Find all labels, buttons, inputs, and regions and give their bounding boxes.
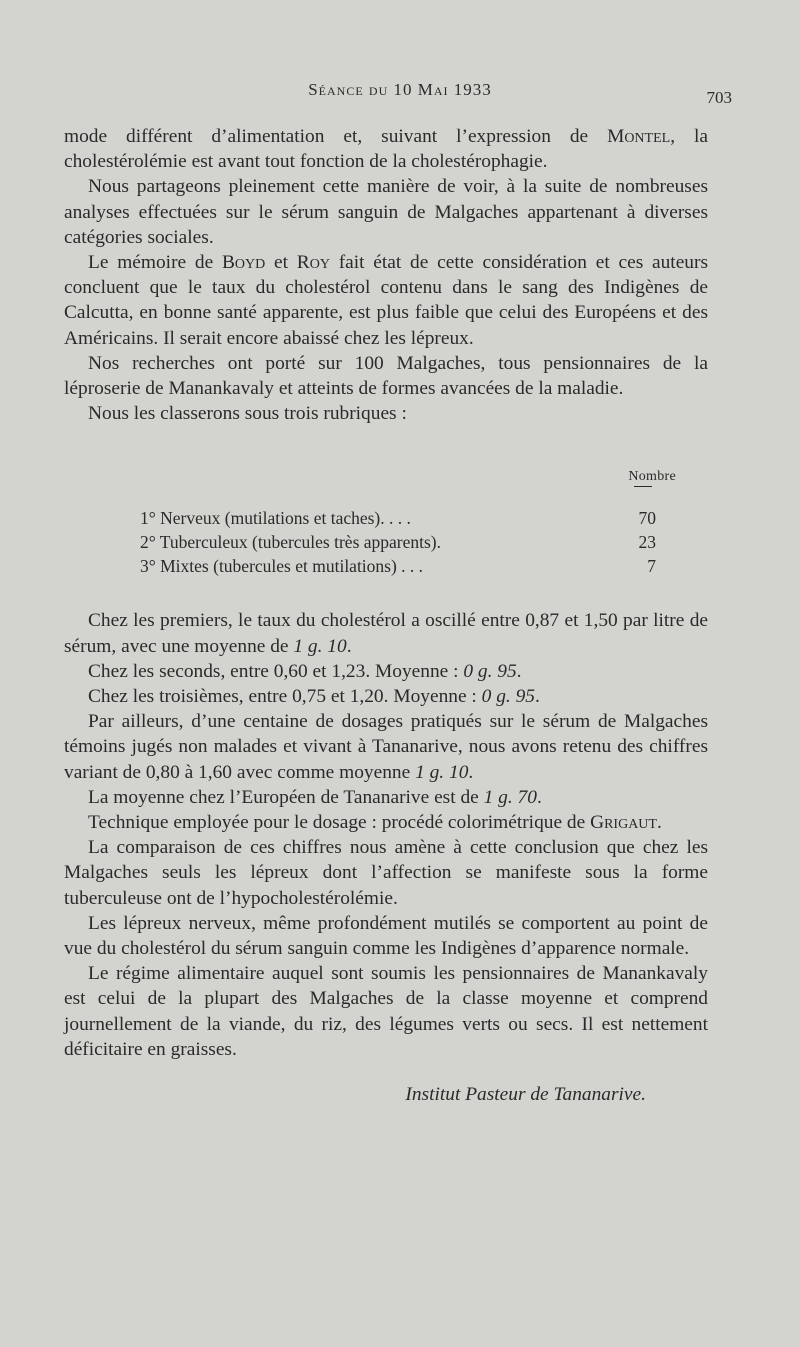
table-row (140, 530, 700, 554)
text: La moyenne chez l’Européen de Tananarive est de (88, 786, 484, 808)
table-row (140, 554, 700, 578)
paragraph-12: La comparaison de ces chiffres nous amène à cette conclusion que chez les Malgaches seuls les lépreux dont l’affection se manifeste sous la forme tuberculeuse ont de l’hypocholestérolémie. (64, 837, 708, 909)
text: Chez les seconds, entre 0,60 et 1,23. Moyenne : (88, 660, 464, 682)
paragraph-9 (64, 709, 708, 785)
text: Chez les troisièmes, entre 0,75 et 1,20. Moyenne : (88, 686, 482, 708)
table-row (140, 506, 700, 530)
page-number: 703 (706, 88, 732, 107)
paragraph-3 (64, 250, 708, 351)
text: . (468, 761, 474, 783)
text: . (516, 660, 522, 682)
classification-table (64, 426, 708, 608)
paragraph-13: Les lépreux nerveux, même profondément mutilés se comportent au point de vue du cholestérol du sérum sanguin comme les Indigènes d’apparence normale. (64, 912, 708, 960)
measured-value: 1 g. 10 (415, 761, 469, 783)
paragraph-6 (64, 608, 708, 658)
author-name: Montel (607, 126, 671, 147)
paragraph-7 (64, 659, 708, 684)
measured-value: 1 g. 70 (483, 786, 537, 808)
author-name: Roy (296, 252, 330, 274)
paragraph-2: Nous partageons pleinement cette manière de voir, à la suite de nombreuses analyses effectuées sur le sérum sanguin de Malgaches appartenant à diverses catégories sociales. (64, 176, 708, 248)
text: Par ailleurs, d’une centaine de dosages pratiqués sur le sérum de Malgaches témoins jugés non malades et vivant à Tananarive, nous avons retenu des chiffres variant de 0,80 à 1,60 avec comme moyenne (64, 711, 708, 783)
running-head (0, 80, 800, 106)
signature: Institut Pasteur de Tananarive. (405, 1084, 646, 1106)
row-value: 7 (647, 556, 656, 577)
row-label: 1° Nerveux (mutilations et taches). . . . (140, 508, 411, 529)
paragraph-14: Le régime alimentaire auquel sont soumis les pensionnaires de Manankavaly est celui de la plupart des Malgaches de la classe moyenne et comprend journellement de la viande, du riz, des légumes verts ou secs. Il est nettement déficitaire en graisses. (64, 963, 708, 1060)
text: , la cholestérolémie est avant tout fonction de la cholestérophagie. (64, 126, 708, 173)
text: . (346, 635, 352, 657)
text: Le mémoire de (88, 252, 222, 274)
paragraph-10 (64, 785, 708, 810)
paragraph-5: Nous les classerons sous trois rubriques : (88, 403, 407, 425)
text: Technique employée pour le dosage : procédé colorimétrique de (88, 812, 591, 834)
body-text (64, 124, 708, 1107)
running-title: Séance du 10 Mai 1933 (308, 80, 492, 99)
author-name: Boyd (221, 252, 266, 274)
measured-value: 0 g. 95 (481, 686, 535, 708)
column-header-rule (634, 486, 652, 487)
row-label: 2° Tuberculeux (tubercules très apparents). (140, 532, 442, 553)
text: mode différent d’alimentation et, suivant l’expression de (64, 126, 608, 147)
paragraph-4: Nos recherches ont porté sur 100 Malgaches, tous pensionnaires de la léproserie de Manankavaly et atteints de formes avancées de la maladie. (64, 352, 708, 400)
author-name: Grigaut (590, 812, 657, 834)
paragraph-1 (64, 124, 708, 174)
text: . (534, 686, 540, 708)
row-label: 3° Mixtes (tubercules et mutilations) . . . (140, 556, 424, 577)
row-value: 70 (638, 508, 656, 529)
measured-value: 0 g. 95 (463, 660, 517, 682)
text: fait état de cette considération et ces auteurs concluent que le taux du cholestérol contenu dans le sang des Indigènes de Calcutta, en bonne santé apparente, est plus faible que celui des Européens et des Américains. Il serait encore abaissé chez les lépreux. (64, 252, 708, 349)
column-header: Nombre (628, 469, 676, 485)
measured-value: 1 g. 10 (293, 635, 347, 657)
paragraph-11 (64, 810, 708, 835)
row-value: 23 (638, 532, 656, 553)
text: et (265, 252, 297, 274)
text: . (656, 812, 662, 834)
text: Chez les premiers, le taux du cholestérol a oscillé entre 0,87 et 1,50 par litre de sérum, avec une moyenne de (64, 610, 708, 657)
paragraph-8 (64, 684, 708, 709)
text: . (536, 786, 542, 808)
